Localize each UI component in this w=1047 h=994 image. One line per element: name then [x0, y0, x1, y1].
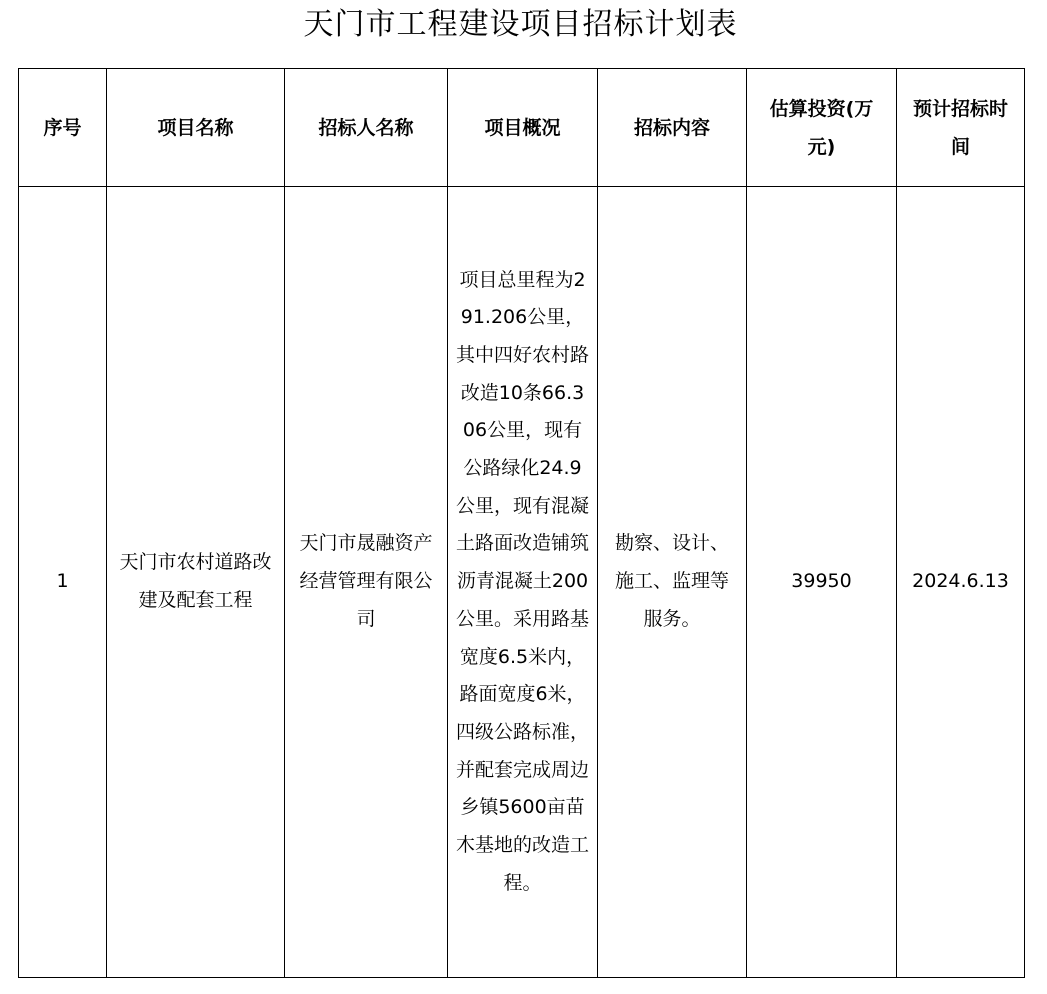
header-overview: 项目概况 [448, 69, 598, 187]
table-row [19, 187, 1025, 978]
page-title: 天门市工程建设项目招标计划表 [303, 7, 738, 42]
header-tenderer: 招标人名称 [285, 69, 448, 187]
cell-time: 2024.6.13 [897, 187, 1025, 978]
header-project-name: 项目名称 [107, 69, 285, 187]
cell-overview: 项目总里程为291.206公里，其中四好农村路改造10条66.306公里，现有公路绿化24.9公里，现有混凝土路面改造铺筑沥青混凝土200公里。采用路基宽度6.5米内，路面宽度6米，四级公路标准，并配套完成周边乡镇5600亩苗木基地的改造工程。 [448, 187, 598, 978]
cell-investment: 39950 [747, 187, 897, 978]
bidding-plan-table [18, 68, 1025, 978]
table-header-row [19, 69, 1025, 187]
header-time: 预计招标时间 [897, 69, 1025, 187]
cell-project-name: 天门市农村道路改建及配套工程 [107, 187, 285, 978]
cell-seq: 1 [19, 187, 107, 978]
cell-tenderer: 天门市晟融资产经营管理有限公司 [285, 187, 448, 978]
header-content: 招标内容 [598, 69, 747, 187]
header-investment: 估算投资(万元) [747, 69, 897, 187]
cell-content: 勘察、设计、施工、监理等服务。 [598, 187, 747, 978]
header-seq: 序号 [19, 69, 107, 187]
